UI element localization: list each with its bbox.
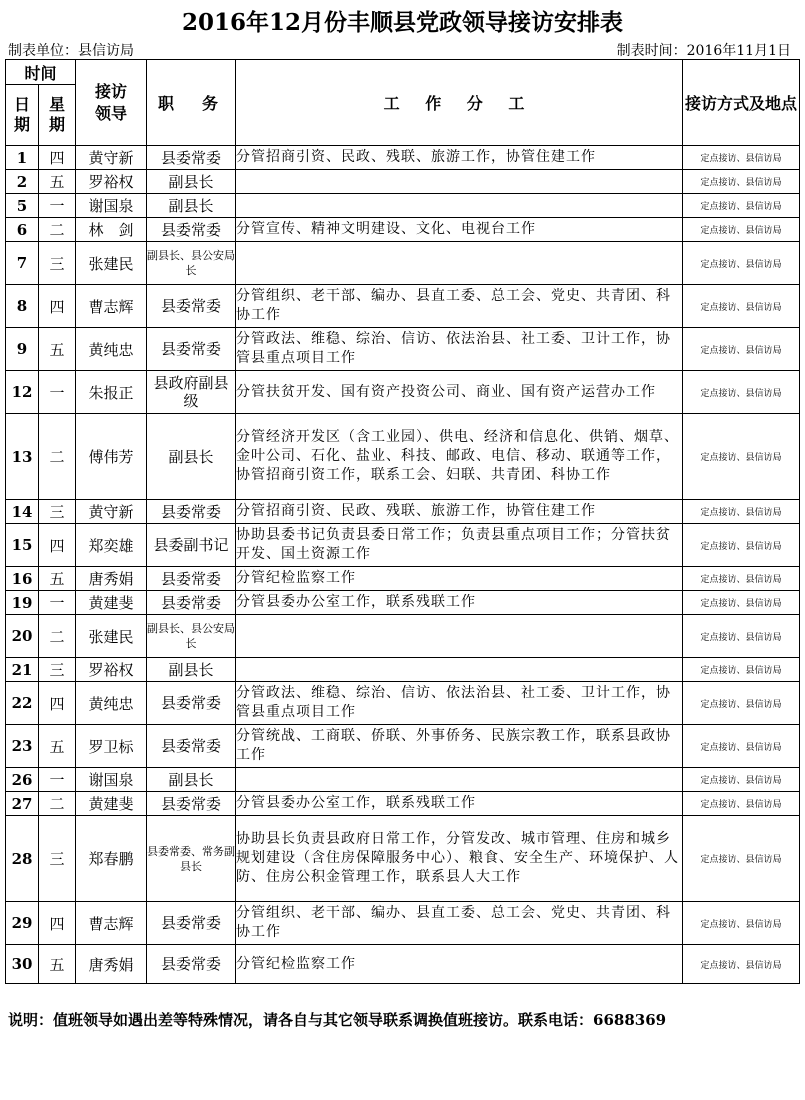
leader-cell: 黄建斐 bbox=[76, 591, 147, 615]
week-cell: 二 bbox=[39, 615, 76, 658]
week-cell: 四 bbox=[39, 682, 76, 725]
header-time: 时间 bbox=[6, 60, 76, 85]
leader-cell: 罗卫标 bbox=[76, 725, 147, 768]
duties-cell: 分管组织、老干部、编办、县直工委、总工会、党史、共青团、科协工作 bbox=[236, 285, 683, 328]
leader-cell: 谢国泉 bbox=[76, 194, 147, 218]
table-row bbox=[6, 328, 800, 371]
duties-cell: 分管纪检监察工作 bbox=[236, 945, 683, 984]
method-cell: 定点接访、县信访局 bbox=[683, 285, 800, 328]
position-cell: 副县长 bbox=[147, 768, 236, 792]
method-cell: 定点接访、县信访局 bbox=[683, 242, 800, 285]
header-position: 职 务 bbox=[147, 60, 236, 146]
week-cell: 三 bbox=[39, 500, 76, 524]
week-cell: 五 bbox=[39, 567, 76, 591]
table-row bbox=[6, 285, 800, 328]
method-cell: 定点接访、县信访局 bbox=[683, 658, 800, 682]
table-row bbox=[6, 615, 800, 658]
position-cell: 县委副书记 bbox=[147, 524, 236, 567]
week-cell: 二 bbox=[39, 792, 76, 816]
page-title: 2016年12月份丰顺县党政领导接访安排表 bbox=[181, 9, 624, 36]
method-cell: 定点接访、县信访局 bbox=[683, 328, 800, 371]
day-cell: 20 bbox=[6, 615, 39, 658]
duties-cell: 分管纪检监察工作 bbox=[236, 567, 683, 591]
table-row bbox=[6, 902, 800, 945]
method-cell: 定点接访、县信访局 bbox=[683, 371, 800, 414]
day-cell: 5 bbox=[6, 194, 39, 218]
leader-cell: 郑春鹏 bbox=[76, 816, 147, 902]
leader-cell: 黄纯忠 bbox=[76, 328, 147, 371]
position-cell: 县委常委 bbox=[147, 218, 236, 242]
method-cell: 定点接访、县信访局 bbox=[683, 725, 800, 768]
day-cell: 9 bbox=[6, 328, 39, 371]
leader-cell: 黄纯忠 bbox=[76, 682, 147, 725]
duties-cell: 分管县委办公室工作，联系残联工作 bbox=[236, 591, 683, 615]
method-cell: 定点接访、县信访局 bbox=[683, 524, 800, 567]
day-cell: 8 bbox=[6, 285, 39, 328]
day-cell: 15 bbox=[6, 524, 39, 567]
leader-cell: 罗裕权 bbox=[76, 658, 147, 682]
leader-cell: 朱报正 bbox=[76, 371, 147, 414]
week-cell: 一 bbox=[39, 194, 76, 218]
table-row bbox=[6, 658, 800, 682]
day-cell: 21 bbox=[6, 658, 39, 682]
duties-cell: 分管经济开发区（含工业园）、供电、经济和信息化、供销、烟草、金叶公司、石化、盐业、科技、邮政、电信、移动、联通等工作，协管招商引资工作，联系工会、妇联、共青团、科协工作 bbox=[236, 414, 683, 500]
duties-cell bbox=[236, 194, 683, 218]
leader-cell: 张建民 bbox=[76, 242, 147, 285]
position-cell: 副县长 bbox=[147, 414, 236, 500]
table-row bbox=[6, 945, 800, 984]
table-row bbox=[6, 591, 800, 615]
duties-cell bbox=[236, 170, 683, 194]
day-cell: 19 bbox=[6, 591, 39, 615]
table-row bbox=[6, 816, 800, 902]
header-day: 日期 bbox=[6, 85, 39, 146]
week-cell: 二 bbox=[39, 414, 76, 500]
table-row bbox=[6, 768, 800, 792]
duties-cell bbox=[236, 768, 683, 792]
leader-cell: 唐秀娟 bbox=[76, 567, 147, 591]
header-week: 星期 bbox=[39, 85, 76, 146]
method-cell: 定点接访、县信访局 bbox=[683, 591, 800, 615]
week-cell: 四 bbox=[39, 146, 76, 170]
duties-cell: 协助县长负责县政府日常工作，分管发改、城市管理、住房和城乡规划建设（含住房保障服务中心）、粮食、安全生产、环境保护、人防、住房公积金管理工作，联系县人大工作 bbox=[236, 816, 683, 902]
day-cell: 7 bbox=[6, 242, 39, 285]
table-row bbox=[6, 170, 800, 194]
position-cell: 县委常委 bbox=[147, 682, 236, 725]
day-cell: 28 bbox=[6, 816, 39, 902]
header-method: 接访方式及地点 bbox=[683, 60, 800, 146]
week-cell: 一 bbox=[39, 371, 76, 414]
duties-cell bbox=[236, 658, 683, 682]
day-cell: 12 bbox=[6, 371, 39, 414]
leader-cell: 黄守新 bbox=[76, 500, 147, 524]
day-cell: 27 bbox=[6, 792, 39, 816]
table-row bbox=[6, 682, 800, 725]
week-cell: 三 bbox=[39, 658, 76, 682]
position-cell: 副县长、县公安局长 bbox=[147, 242, 236, 285]
table-row bbox=[6, 146, 800, 170]
day-cell: 22 bbox=[6, 682, 39, 725]
method-cell: 定点接访、县信访局 bbox=[683, 194, 800, 218]
position-cell: 县委常委 bbox=[147, 500, 236, 524]
duties-cell: 协助县委书记负责县委日常工作；负责县重点项目工作；分管扶贫开发、国土资源工作 bbox=[236, 524, 683, 567]
table-row bbox=[6, 218, 800, 242]
leader-cell: 傅伟芳 bbox=[76, 414, 147, 500]
leader-cell: 张建民 bbox=[76, 615, 147, 658]
leader-cell: 唐秀娟 bbox=[76, 945, 147, 984]
method-cell: 定点接访、县信访局 bbox=[683, 682, 800, 725]
duties-cell: 分管政法、维稳、综治、信访、依法治县、社工委、卫计工作，协管县重点项目工作 bbox=[236, 682, 683, 725]
week-cell: 三 bbox=[39, 242, 76, 285]
table-row bbox=[6, 194, 800, 218]
position-cell: 县委常委 bbox=[147, 591, 236, 615]
method-cell: 定点接访、县信访局 bbox=[683, 170, 800, 194]
duties-cell: 分管组织、老干部、编办、县直工委、总工会、党史、共青团、科协工作 bbox=[236, 902, 683, 945]
week-cell: 五 bbox=[39, 945, 76, 984]
method-cell: 定点接访、县信访局 bbox=[683, 414, 800, 500]
position-cell: 县政府副县级 bbox=[147, 371, 236, 414]
day-cell: 23 bbox=[6, 725, 39, 768]
leader-cell: 曹志辉 bbox=[76, 902, 147, 945]
leader-cell: 谢国泉 bbox=[76, 768, 147, 792]
duties-cell: 分管统战、工商联、侨联、外事侨务、民族宗教工作，联系县政协工作 bbox=[236, 725, 683, 768]
position-cell: 县委常委 bbox=[147, 567, 236, 591]
position-cell: 县委常委 bbox=[147, 146, 236, 170]
week-cell: 一 bbox=[39, 768, 76, 792]
position-cell: 县委常委 bbox=[147, 792, 236, 816]
table-row bbox=[6, 567, 800, 591]
position-cell: 县委常委 bbox=[147, 285, 236, 328]
method-cell: 定点接访、县信访局 bbox=[683, 615, 800, 658]
day-cell: 26 bbox=[6, 768, 39, 792]
method-cell: 定点接访、县信访局 bbox=[683, 218, 800, 242]
week-cell: 四 bbox=[39, 285, 76, 328]
day-cell: 2 bbox=[6, 170, 39, 194]
leader-cell: 郑奕雄 bbox=[76, 524, 147, 567]
leader-cell: 黄建斐 bbox=[76, 792, 147, 816]
position-cell: 县委常委 bbox=[147, 725, 236, 768]
method-cell: 定点接访、县信访局 bbox=[683, 146, 800, 170]
duties-cell: 分管招商引资、民政、残联、旅游工作，协管住建工作 bbox=[236, 500, 683, 524]
week-cell: 五 bbox=[39, 170, 76, 194]
table-row bbox=[6, 242, 800, 285]
schedule-table bbox=[5, 59, 800, 984]
table-row bbox=[6, 371, 800, 414]
method-cell: 定点接访、县信访局 bbox=[683, 816, 800, 902]
compiling-unit: 制表单位：县信访局 bbox=[8, 43, 134, 59]
day-cell: 1 bbox=[6, 146, 39, 170]
method-cell: 定点接访、县信访局 bbox=[683, 567, 800, 591]
method-cell: 定点接访、县信访局 bbox=[683, 768, 800, 792]
week-cell: 五 bbox=[39, 725, 76, 768]
position-cell: 县委常委、常务副县长 bbox=[147, 816, 236, 902]
table-row bbox=[6, 725, 800, 768]
day-cell: 14 bbox=[6, 500, 39, 524]
table-row bbox=[6, 792, 800, 816]
method-cell: 定点接访、县信访局 bbox=[683, 902, 800, 945]
week-cell: 三 bbox=[39, 816, 76, 902]
header-duties: 工 作 分 工 bbox=[236, 60, 683, 146]
position-cell: 副县长 bbox=[147, 194, 236, 218]
day-cell: 6 bbox=[6, 218, 39, 242]
day-cell: 16 bbox=[6, 567, 39, 591]
leader-cell: 林 剑 bbox=[76, 218, 147, 242]
footer-note: 说明：值班领导如遇出差等特殊情况，请各自与其它领导联系调换值班接访。联系电话：6688369 bbox=[8, 1011, 667, 1029]
leader-cell: 黄守新 bbox=[76, 146, 147, 170]
table-row bbox=[6, 524, 800, 567]
schedule-rows bbox=[6, 146, 800, 984]
week-cell: 四 bbox=[39, 524, 76, 567]
compiling-date: 制表时间：2016年11月1日 bbox=[616, 43, 791, 59]
day-cell: 13 bbox=[6, 414, 39, 500]
week-cell: 一 bbox=[39, 591, 76, 615]
leader-cell: 曹志辉 bbox=[76, 285, 147, 328]
position-cell: 副县长、县公安局长 bbox=[147, 615, 236, 658]
duties-cell: 分管宣传、精神文明建设、文化、电视台工作 bbox=[236, 218, 683, 242]
week-cell: 四 bbox=[39, 902, 76, 945]
method-cell: 定点接访、县信访局 bbox=[683, 792, 800, 816]
week-cell: 五 bbox=[39, 328, 76, 371]
leader-cell: 罗裕权 bbox=[76, 170, 147, 194]
duties-cell: 分管招商引资、民政、残联、旅游工作，协管住建工作 bbox=[236, 146, 683, 170]
method-cell: 定点接访、县信访局 bbox=[683, 945, 800, 984]
position-cell: 副县长 bbox=[147, 170, 236, 194]
day-cell: 30 bbox=[6, 945, 39, 984]
duties-cell: 分管县委办公室工作，联系残联工作 bbox=[236, 792, 683, 816]
position-cell: 副县长 bbox=[147, 658, 236, 682]
day-cell: 29 bbox=[6, 902, 39, 945]
position-cell: 县委常委 bbox=[147, 902, 236, 945]
header-leader: 接访领导 bbox=[76, 60, 147, 146]
duties-cell: 分管扶贫开发、国有资产投资公司、商业、国有资产运营办工作 bbox=[236, 371, 683, 414]
duties-cell bbox=[236, 615, 683, 658]
table-row bbox=[6, 414, 800, 500]
method-cell: 定点接访、县信访局 bbox=[683, 500, 800, 524]
position-cell: 县委常委 bbox=[147, 328, 236, 371]
week-cell: 二 bbox=[39, 218, 76, 242]
duties-cell bbox=[236, 242, 683, 285]
duties-cell: 分管政法、维稳、综治、信访、依法治县、社工委、卫计工作，协管县重点项目工作 bbox=[236, 328, 683, 371]
position-cell: 县委常委 bbox=[147, 945, 236, 984]
table-row bbox=[6, 500, 800, 524]
